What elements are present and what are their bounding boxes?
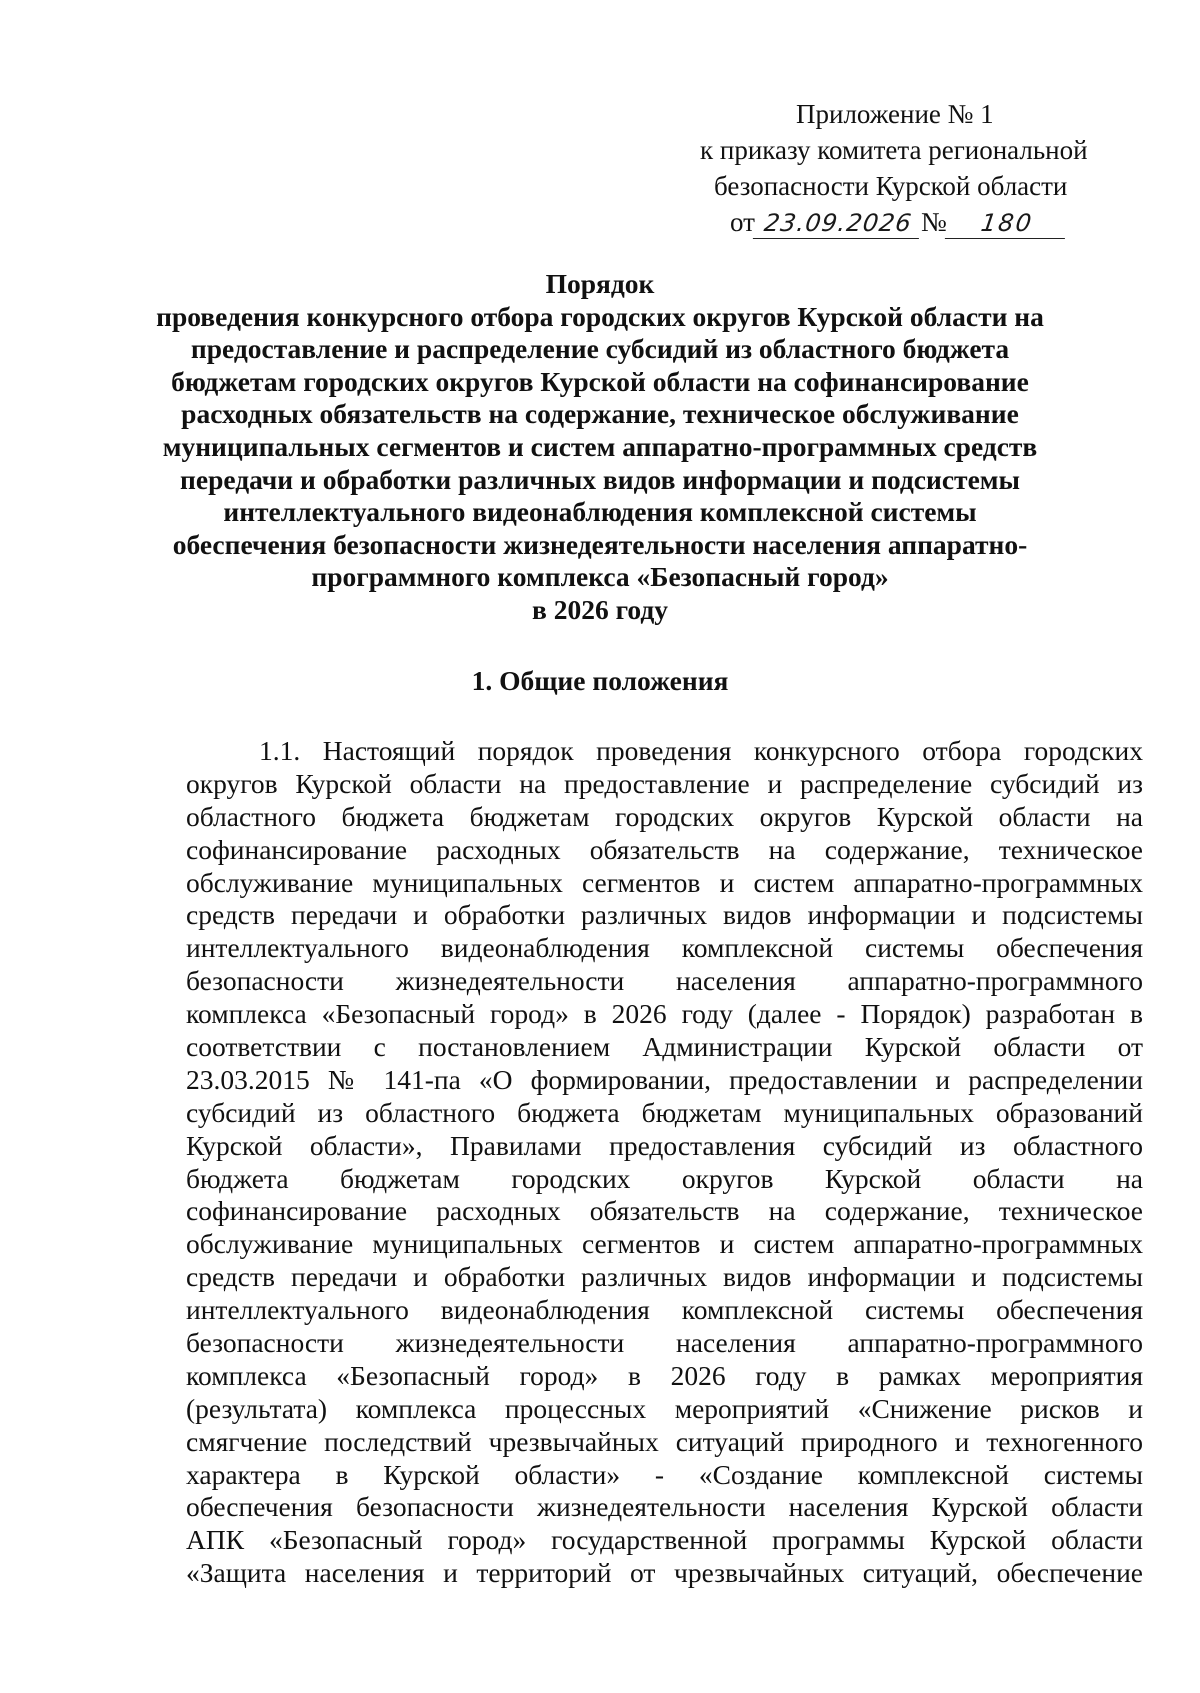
paragraph-line: 23.03.2015 № 141-па «О формировании, предоставлении и распределении — [186, 1063, 1143, 1095]
paragraph-line: средств передачи и обработки различных видов информации и подсистемы — [186, 899, 1143, 931]
paragraph-line: (результата) комплекса процессных мероприятий «Снижение рисков и — [186, 1392, 1143, 1424]
handwritten-date: 23.09.2026 — [753, 208, 923, 239]
title-line: интеллектуального видеонаблюдения комплексной системы — [223, 496, 977, 528]
paragraph-line: интеллектуального видеонаблюдения комплексной системы обеспечения — [186, 1294, 1143, 1326]
title-line: передачи и обработки различных видов информации и подсистемы — [180, 463, 1020, 495]
paragraph-line: средств передачи и обработки различных видов информации и подсистемы — [186, 1261, 1143, 1293]
paragraph-1-1 — [186, 735, 1143, 1590]
paragraph-line: 1.1. Настоящий порядок проведения конкурсного отбора городских — [259, 735, 1143, 766]
paragraph-line: обслуживание муниципальных сегментов и систем аппаратно-программных — [186, 866, 1143, 898]
handwritten-number: 180 — [945, 208, 1069, 239]
paragraph-line: АПК «Безопасный город» государственной программы Курской области — [186, 1524, 1143, 1556]
paragraph-line: софинансирование расходных обязательств на содержание, техническое — [186, 1195, 1143, 1227]
title-line: проведения конкурсного отбора городских округов Курской области на — [156, 300, 1044, 332]
paragraph-line: комплекса «Безопасный город» в 2026 году (далее - Порядок) разработан в — [186, 998, 1143, 1030]
title-line: программного комплекса «Безопасный город» — [311, 561, 889, 593]
paragraph-line: безопасности жизнедеятельности населения аппаратно-программного — [186, 1327, 1143, 1359]
paragraph-line: «Защита населения и территорий от чрезвычайных ситуаций, обеспечение — [186, 1557, 1143, 1589]
paragraph-line: софинансирование расходных обязательств на содержание, техническое — [186, 833, 1143, 865]
paragraph-line: соответствии с постановлением Администрации Курской области от — [186, 1031, 1143, 1063]
title-line: бюджетам городских округов Курской области на софинансирование — [171, 365, 1029, 397]
number-prefix: № — [920, 207, 947, 237]
paragraph-line: характера в Курской области» - «Создание комплексной системы — [186, 1458, 1143, 1490]
title-line: расходных обязательств на содержание, техническое обслуживание — [181, 398, 1019, 430]
paragraph-line: обслуживание муниципальных сегментов и систем аппаратно-программных — [186, 1228, 1143, 1260]
paragraph-line: бюджета бюджетам городских округов Курской области на — [186, 1162, 1143, 1194]
title-line: Порядок — [545, 268, 655, 299]
paragraph-line: субсидий из областного бюджета бюджетам муниципальных образований — [186, 1096, 1143, 1128]
paragraph-line: округов Курской области на предоставление и распределение субсидий из — [186, 767, 1143, 799]
paragraph-line: смягчение последствий чрезвычайных ситуаций природного и техногенного — [186, 1425, 1143, 1457]
paragraph-line: интеллектуального видеонаблюдения комплексной системы обеспечения — [186, 932, 1143, 964]
title-line: муниципальных сегментов и систем аппаратно-программных средств — [162, 430, 1038, 462]
order-date-number — [700, 204, 1120, 244]
document-title — [150, 268, 1050, 627]
title-line: в 2026 году — [531, 593, 669, 625]
paragraph-line: комплекса «Безопасный город» в 2026 году в рамках мероприятия — [186, 1359, 1143, 1391]
section-heading: 1. Общие положения — [471, 665, 729, 696]
paragraph-line: безопасности жизнедеятельности населения аппаратно-программного — [186, 965, 1143, 997]
title-line: обеспечения безопасности жизнедеятельности населения аппаратно- — [172, 528, 1028, 560]
committee-name: безопасности Курской области — [714, 171, 1068, 201]
paragraph-line: обеспечения безопасности жизнедеятельности населения Курской области — [186, 1491, 1143, 1523]
paragraph-line: Курской области», Правилами предоставления субсидий из областного — [186, 1129, 1143, 1161]
appendix-header — [700, 96, 1120, 244]
title-line: предоставление и распределение субсидий из областного бюджета — [190, 333, 1010, 365]
order-reference: к приказу комитета региональной — [700, 135, 1088, 165]
date-prefix: от — [730, 207, 755, 237]
paragraph-line: областного бюджета бюджетам городских округов Курской области на — [186, 800, 1143, 832]
appendix-number: Приложение № 1 — [796, 99, 994, 129]
